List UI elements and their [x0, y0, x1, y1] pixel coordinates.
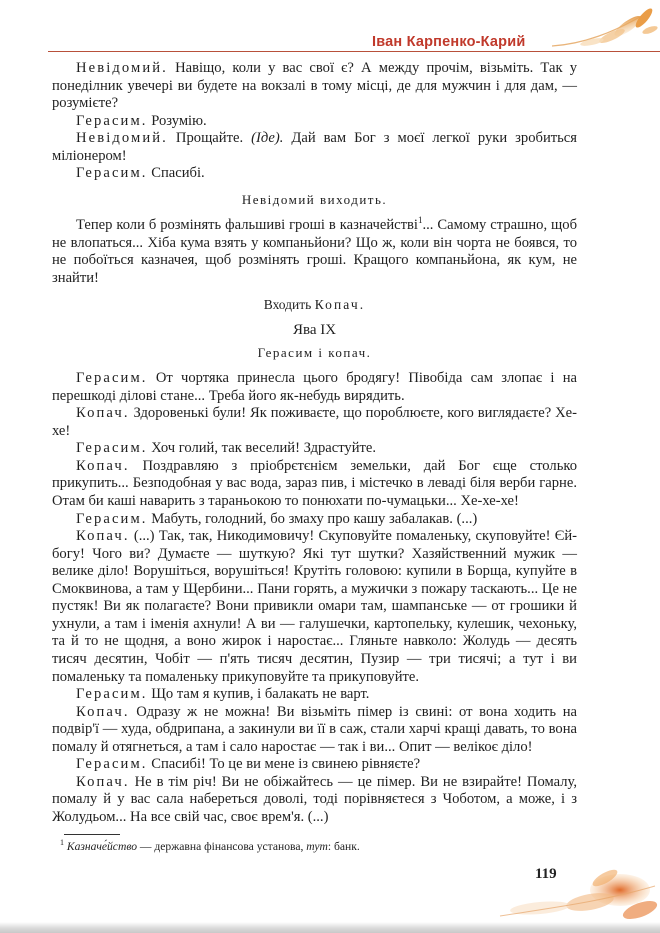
dialogue-line: Герасим. Мабуть, голодний, бо змаху про кашу забалакав. (...) [76, 510, 478, 527]
speaker: Герасим. [76, 112, 148, 129]
dialogue-line: Герасим. Спасибі! То це ви мене із свинею рівняєте? [76, 756, 421, 773]
speaker: Герасим. [76, 165, 148, 182]
speaker: Копач. [76, 405, 130, 422]
dialogue-line: Копач. Поздравляю з пріобрєтєнієм земельки, дай Бог єще столько прикупить... Безподобная у вас вода, зараз пив, і містечко в леваді біля верби гарне. Отам би каші наварить з тараньокою то понюхати по-чумацьки... Хе-хе-хе! [52, 457, 577, 510]
dialogue-line: Невідомий. Прощайте. (Іде). Дай вам Бог з моєї легкої руки зробиться міліонером! [52, 130, 577, 164]
header-leaf-ornament [552, 4, 660, 56]
dialogue-line: Герасим. Розумію. [76, 112, 207, 129]
speaker: Герасим. [76, 440, 148, 457]
footnote: $^1$ Казначе́йство — державна фінансова установа, тут: банк. [60, 838, 360, 853]
header-rule [48, 51, 660, 52]
stage-direction: (Іде). [251, 130, 284, 147]
dialogue-line: Герасим. Хоч голий, так веселий! Здрастуйте. [76, 440, 377, 457]
dialogue-line: Копач. (...) Так, так, Никодимовичу! Скуповуйте помаленьку, скуповуйте! Єй-богу! Чого ви? Думаєте — шуткую? Які тут шутки? Хазяйственний мужик — велике діло! Ворушіться, ворушіться! Крутіть головою: купили в Борща, купуйте в Смоквинова, а там у Щербини... Пани горять, а мужички з пожару таскають... Це не пустяк! Ви як полагаєте? Вони привикли омари там, шампанське — от грошики й ухнули, а там і іменія ахнули! А ви — галушечки, картопельку, кулешик, чехоньку, та й то не щодня, а воно жирок і наростає... Гляньте навколо: Жолудь — десять тисяч десятин, Чобіт — п'ять тисяч десятин, Пузир — три тисячі; а тут і ви помаленьку та помаленьку прикуповуйте та прикуповуйте. [52, 528, 577, 685]
speaker: Копач. [76, 703, 130, 720]
footer-leaf-ornament [480, 858, 660, 928]
footnote-term: Казначе́йство [66, 840, 137, 853]
speaker: Герасим. [76, 756, 148, 773]
speaker: Герасим. [76, 370, 148, 387]
page-number: 119 [535, 866, 557, 882]
footnote-ref: 1 [417, 215, 423, 226]
speaker: Герасим. [76, 686, 148, 703]
page-body [52, 60, 577, 826]
speaker: Копач. [76, 528, 130, 545]
speaker: Герасим. [76, 510, 148, 527]
speaker: Невідомий. [76, 60, 168, 76]
dialogue-line: Копач. Одразу ж не можна! Ви візьміть пімер із свині: от вона ходить на подвір'ї — худа, обдрипана, а закинули ви її в саж, стали харчі кращі давать, то вона помалу й отягнеться, а там і сало наростає — так і ви... Опит — велікоє діло! [52, 703, 577, 755]
speaker: Копач. [76, 773, 130, 790]
stage-direction-enter: Входить Копач. [263, 296, 366, 312]
page-edge-shadow [0, 922, 660, 933]
monologue: Тепер коли б розмінять фальшиві гроші в казначействі$^1$... Самому страшно, щоб не влопаться... Хіба кума взять у компаньйони? Що ж, коли він чорта не боявся, то не побоїться казначея, щоб розмінять гроші. Кращого компаньйона, як кум, не знайти! [52, 215, 577, 287]
dialogue-line: Герасим. Що там я купив, і балакать не варт. [76, 686, 370, 703]
running-header-author: Іван Карпенко-Карий [372, 34, 526, 50]
speaker: Копач. [76, 457, 130, 474]
scene-title: Ява IX [292, 322, 337, 339]
dialogue-line: Герасим. От чортяка принесла цього бродягу! Півобіда сам злопає і на перешкоді ділові стане... Треба його як-небудь вирядить. [52, 370, 577, 404]
dialogue-line: Копач. Не в тім річ! Ви не обіжайтесь — це пімер. Ви не взирайте! Помалу, помалу й у вас сала набереться доволі, тоді порівняєтеся з Чоботом, а може, і з Жолудьом... На все свій час, своє врем'я. (...) [52, 773, 577, 825]
stage-direction-exit: Невідомий виходить. [241, 191, 388, 207]
dialogue-line: Копач. Здоровенькі були! Як поживаєте, що пороблюєте, кого виглядаєте? Хе-хе! [52, 405, 577, 439]
footnote-rule [64, 834, 120, 835]
scene-characters: Герасим і копач. [257, 344, 372, 360]
dialogue-line: Герасим. Спасибі. [76, 165, 205, 182]
dialogue-line: Невідомий. Навіщо, коли у вас свої є? А между прочім, візьміть. Так у понеділник увечері ви будете на вокзалі в тому місці, де для мужчин і для дам, — розумієте? [52, 60, 577, 112]
speaker: Невідомий. [76, 130, 168, 147]
